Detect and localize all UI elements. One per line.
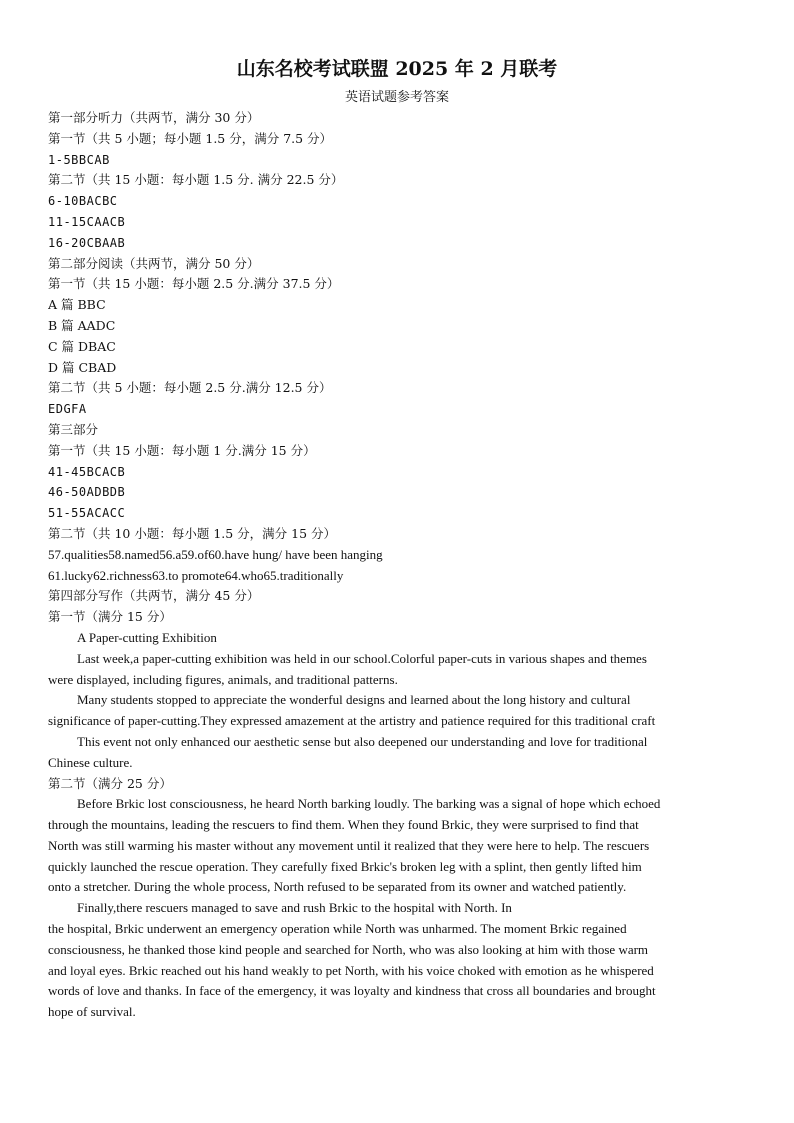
section-heading: 第二部分阅读（共两节，满分 50 分）: [48, 255, 260, 271]
subsection-heading: 第二节（共 15 小题：每小题 1.5 分. 满分 22.5 分）: [48, 172, 344, 188]
essay-line: North was still warming his master without any movement until it realized that they were here to help. The rescuers: [48, 837, 650, 853]
page-subtitle: 英语试题参考答案: [344, 90, 449, 105]
answer-line: C 篇 DBAC: [48, 338, 116, 354]
essay-line: quickly launched the rescue operation. They carefully fixed Brkic's broken leg with a splint, then gently lifted him: [48, 858, 642, 874]
essay-line: Last week,a paper-cutting exhibition was held in our school.Colorful paper-cuts in various shapes and themes: [77, 650, 647, 666]
section-heading: 第一部分听力（共两节，满分 30 分）: [48, 110, 260, 125]
answer-line: A 篇 BBC: [48, 297, 106, 313]
subsection-heading: 第一节（共 15 小题：每小题 1 分.满分 15 分）: [48, 442, 316, 458]
subsection-heading: 第一节（满分 15 分）: [48, 609, 172, 625]
section-heading: 第四部分写作（共两节，满分 45 分）: [48, 588, 260, 604]
subsection-heading: 第一节（共 15 小题：每小题 2.5 分.满分 37.5 分）: [48, 276, 340, 292]
answer-line: 6-10BACBC: [48, 194, 118, 209]
essay-line: were displayed, including figures, animals, and traditional patterns.: [48, 671, 398, 687]
answer-line: 41-45BCACB: [48, 464, 126, 479]
essay-line: words of love and thanks. In face of the emergency, it was loyalty and kindness that cross all boundaries and brought: [48, 983, 656, 999]
answer-line: 1-5BBCAB: [48, 152, 110, 167]
essay-title: A Paper-cutting Exhibition: [77, 629, 217, 645]
answer-line: 51-55ACACC: [48, 506, 126, 521]
essay-line: significance of paper-cutting.They expressed amazement at the artistry and patience required for this traditional craft: [48, 713, 656, 729]
page-title: 山东名校考试联盟 2025 年 2 月联考: [236, 58, 558, 80]
answer-line: 46-50ADBDB: [48, 485, 126, 500]
answer-line: 61.lucky62.richness63.to promote64.who65.traditionally: [48, 567, 344, 583]
essay-line: Finally,there rescuers managed to save and rush Brkic to the hospital with North. In: [77, 900, 512, 916]
essay-line: the hospital, Brkic underwent an emergency operation while North was unharmed. The moment Brkic regained: [48, 921, 627, 937]
essay-line: hope of survival.: [48, 1004, 136, 1020]
essay-line: Before Brkic lost consciousness, he heard North barking loudly. The barking was a signal of hope which echoed: [77, 796, 661, 812]
answer-line: 11-15CAACB: [48, 214, 126, 229]
answer-line: D 篇 CBAD: [48, 359, 117, 375]
answer-line: B 篇 AADC: [48, 317, 116, 333]
essay-line: Chinese culture.: [48, 754, 133, 770]
subsection-heading: 第一节（共 5 小题；每小题 1.5 分，满分 7.5 分）: [48, 130, 333, 146]
essay-line: onto a stretcher. During the whole process, North refused to be separated from its owner and watched patiently.: [48, 879, 627, 895]
essay-line: This event not only enhanced our aesthetic sense but also deepened our understanding and love for traditional: [77, 733, 648, 749]
answer-line: 57.qualities58.named56.a59.of60.have hung/ have been hanging: [48, 546, 383, 562]
answer-line: EDGFA: [48, 402, 87, 417]
essay-line: consciousness, he thanked those kind people and searched for North, who was also looking at him with those warm: [48, 941, 649, 957]
subsection-heading: 第二节（共 10 小题：每小题 1.5 分，满分 15 分）: [48, 525, 337, 541]
essay-line: Many students stopped to appreciate the wonderful designs and learned about the long history and cultural: [77, 692, 631, 708]
essay-line: and loyal eyes. Brkic reached out his hand weakly to pet North, with his voice choked with emotion as he whispered: [48, 962, 654, 978]
answer-content: [48, 108, 748, 1023]
section-heading: 第三部分: [48, 421, 99, 437]
essay-line: through the mountains, leading the rescuers to find them. When they found Brkic, they were surprised to find that: [48, 817, 639, 833]
subsection-heading: 第二节（满分 25 分）: [48, 775, 172, 791]
subsection-heading: 第二节（共 5 小题：每小题 2.5 分.满分 12.5 分）: [48, 380, 332, 396]
answer-line: 16-20CBAAB: [48, 235, 126, 250]
